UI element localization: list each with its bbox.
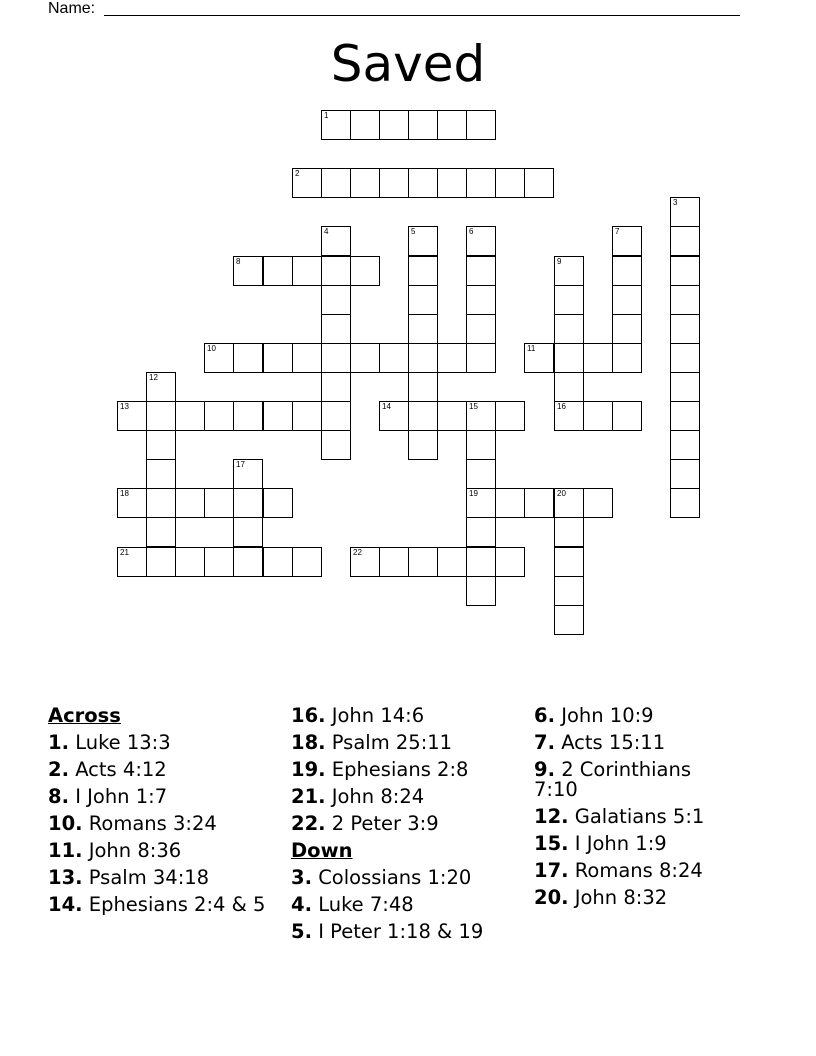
grid-cell[interactable] xyxy=(554,285,584,315)
grid-cell[interactable] xyxy=(350,110,380,140)
grid-cell[interactable] xyxy=(321,226,351,256)
clue-item: 7. Acts 15:11 xyxy=(534,730,666,754)
grid-cell[interactable] xyxy=(524,343,554,373)
grid-cell[interactable] xyxy=(408,256,438,286)
grid-cell[interactable] xyxy=(204,488,234,518)
grid-cell[interactable] xyxy=(583,401,613,431)
grid-cell[interactable] xyxy=(321,430,351,460)
grid-cell[interactable] xyxy=(466,430,496,460)
grid-cell[interactable] xyxy=(466,343,496,373)
grid-cell[interactable] xyxy=(292,168,322,198)
grid-cell[interactable] xyxy=(408,168,438,198)
grid-cell[interactable] xyxy=(437,110,467,140)
grid-cell[interactable] xyxy=(233,517,263,547)
grid-cell[interactable] xyxy=(612,343,642,373)
cell-number: 11 xyxy=(527,344,536,353)
grid-cell[interactable] xyxy=(437,168,467,198)
clue-item: 21. John 8:24 xyxy=(291,784,425,808)
grid-cell[interactable] xyxy=(554,256,584,286)
clue-item: 1. Luke 13:3 xyxy=(48,730,171,754)
grid-cell[interactable] xyxy=(117,547,147,577)
grid-cell[interactable] xyxy=(466,517,496,547)
clue-item: 3. Colossians 1:20 xyxy=(291,865,472,889)
grid-cell[interactable] xyxy=(670,372,700,402)
grid-cell[interactable] xyxy=(408,401,438,431)
grid-cell[interactable] xyxy=(408,110,438,140)
cell-number: 2 xyxy=(295,169,300,178)
grid-cell[interactable] xyxy=(670,488,700,518)
cell-number: 7 xyxy=(615,227,620,236)
clue-item: 20. John 8:32 xyxy=(534,885,668,909)
grid-cell[interactable] xyxy=(146,459,176,489)
cell-number: 13 xyxy=(120,402,129,411)
cell-number: 5 xyxy=(411,227,416,236)
grid-cell[interactable] xyxy=(408,226,438,256)
grid-cell[interactable] xyxy=(408,285,438,315)
clue-item: 2. Acts 4:12 xyxy=(48,757,167,781)
grid-cell[interactable] xyxy=(466,226,496,256)
cell-number: 20 xyxy=(557,489,566,498)
grid-cell[interactable] xyxy=(495,401,525,431)
grid-cell[interactable] xyxy=(495,168,525,198)
cell-number: 8 xyxy=(236,257,241,266)
grid-cell[interactable] xyxy=(612,314,642,344)
grid-cell[interactable] xyxy=(233,401,263,431)
clue-item: 18. Psalm 25:11 xyxy=(291,730,453,754)
grid-cell[interactable] xyxy=(321,372,351,402)
cell-number: 17 xyxy=(236,460,245,469)
grid-cell[interactable] xyxy=(321,343,351,373)
grid-cell[interactable] xyxy=(408,430,438,460)
grid-cell[interactable] xyxy=(204,343,234,373)
grid-cell[interactable] xyxy=(554,401,584,431)
grid-cell[interactable] xyxy=(321,401,351,431)
down-heading: Down xyxy=(291,838,353,862)
clue-item: 14. Ephesians 2:4 & 5 xyxy=(48,892,266,916)
grid-cell[interactable] xyxy=(466,285,496,315)
clue-item: 5. I Peter 1:18 & 19 xyxy=(291,919,484,943)
grid-cell[interactable] xyxy=(292,547,322,577)
grid-cell[interactable] xyxy=(437,343,467,373)
grid-cell[interactable] xyxy=(524,488,554,518)
clue-column-1 xyxy=(48,702,273,918)
cell-number: 14 xyxy=(382,402,391,411)
grid-cell[interactable] xyxy=(321,314,351,344)
grid-cell[interactable] xyxy=(233,256,263,286)
clue-item: 11. John 8:36 xyxy=(48,838,182,862)
grid-cell[interactable] xyxy=(466,459,496,489)
grid-cell[interactable] xyxy=(350,547,380,577)
grid-cell[interactable] xyxy=(612,401,642,431)
grid-cell[interactable] xyxy=(495,547,525,577)
grid-cell[interactable] xyxy=(292,343,322,373)
cell-number: 3 xyxy=(673,198,678,207)
grid-cell[interactable] xyxy=(554,372,584,402)
grid-cell[interactable] xyxy=(554,517,584,547)
grid-cell[interactable] xyxy=(583,343,613,373)
grid-cell[interactable] xyxy=(554,605,584,635)
grid-cell[interactable] xyxy=(495,488,525,518)
cell-number: 4 xyxy=(324,227,329,236)
grid-cell[interactable] xyxy=(670,226,700,256)
grid-cell[interactable] xyxy=(466,314,496,344)
clue-item: 8. I John 1:7 xyxy=(48,784,168,808)
grid-cell[interactable] xyxy=(554,547,584,577)
clue-item: 15. I John 1:9 xyxy=(534,831,667,855)
grid-cell[interactable] xyxy=(146,488,176,518)
grid-cell[interactable] xyxy=(379,110,409,140)
grid-cell[interactable] xyxy=(263,343,293,373)
grid-cell[interactable] xyxy=(321,256,351,286)
grid-cell[interactable] xyxy=(554,343,584,373)
grid-cell[interactable] xyxy=(612,256,642,286)
grid-cell[interactable] xyxy=(466,576,496,606)
grid-cell[interactable] xyxy=(175,401,205,431)
grid-cell[interactable] xyxy=(146,372,176,402)
grid-cell[interactable] xyxy=(175,488,205,518)
cell-number: 21 xyxy=(120,548,129,557)
clue-item: 13. Psalm 34:18 xyxy=(48,865,210,889)
cell-number: 22 xyxy=(353,548,362,557)
grid-cell[interactable] xyxy=(670,401,700,431)
grid-cell[interactable] xyxy=(612,285,642,315)
name-label: Name: xyxy=(48,0,96,17)
grid-cell[interactable] xyxy=(670,459,700,489)
grid-cell[interactable] xyxy=(466,168,496,198)
grid-cell[interactable] xyxy=(175,547,205,577)
grid-cell[interactable] xyxy=(379,343,409,373)
grid-cell[interactable] xyxy=(670,197,700,227)
grid-cell[interactable] xyxy=(233,488,263,518)
grid-cell[interactable] xyxy=(263,547,293,577)
grid-cell[interactable] xyxy=(466,110,496,140)
grid-cell[interactable] xyxy=(292,401,322,431)
grid-cell[interactable] xyxy=(204,547,234,577)
cell-number: 1 xyxy=(324,111,329,120)
grid-cell[interactable] xyxy=(670,256,700,286)
cell-number: 15 xyxy=(469,402,478,411)
clue-item: 9. 2 Corinthians 7:10 xyxy=(534,757,692,801)
clue-item: 6. John 10:9 xyxy=(534,703,654,727)
clue-item: 19. Ephesians 2:8 xyxy=(291,757,469,781)
grid-cell[interactable] xyxy=(233,547,263,577)
clue-item: 17. Romans 8:24 xyxy=(534,858,703,882)
clue-column-2 xyxy=(291,702,526,945)
grid-cell[interactable] xyxy=(466,547,496,577)
grid-cell[interactable] xyxy=(612,226,642,256)
grid-cell[interactable] xyxy=(146,430,176,460)
grid-cell[interactable] xyxy=(466,256,496,286)
grid-cell[interactable] xyxy=(263,488,293,518)
grid-cell[interactable] xyxy=(554,314,584,344)
clue-item: 12. Galatians 5:1 xyxy=(534,804,705,828)
grid-cell[interactable] xyxy=(233,343,263,373)
grid-cell[interactable] xyxy=(379,547,409,577)
cell-number: 9 xyxy=(557,257,562,266)
grid-cell[interactable] xyxy=(554,576,584,606)
grid-cell[interactable] xyxy=(350,343,380,373)
grid-cell[interactable] xyxy=(554,488,584,518)
grid-cell[interactable] xyxy=(233,459,263,489)
grid-cell[interactable] xyxy=(408,343,438,373)
grid-cell[interactable] xyxy=(670,285,700,315)
grid-cell[interactable] xyxy=(670,343,700,373)
grid-cell[interactable] xyxy=(524,168,554,198)
grid-cell[interactable] xyxy=(117,488,147,518)
grid-cell[interactable] xyxy=(379,168,409,198)
grid-cell[interactable] xyxy=(437,401,467,431)
grid-cell[interactable] xyxy=(292,256,322,286)
grid-cell[interactable] xyxy=(350,168,380,198)
clue-item: 16. John 14:6 xyxy=(291,703,425,727)
grid-cell[interactable] xyxy=(350,256,380,286)
cell-number: 6 xyxy=(469,227,474,236)
grid-cell[interactable] xyxy=(408,547,438,577)
clue-item: 10. Romans 3:24 xyxy=(48,811,217,835)
clue-item: 4. Luke 7:48 xyxy=(291,892,414,916)
grid-cell[interactable] xyxy=(321,110,351,140)
across-heading: Across xyxy=(48,703,121,727)
grid-cell[interactable] xyxy=(437,547,467,577)
grid-cell[interactable] xyxy=(321,168,351,198)
grid-cell[interactable] xyxy=(670,314,700,344)
grid-cell[interactable] xyxy=(466,401,496,431)
page-title: Saved xyxy=(330,35,486,93)
cell-number: 16 xyxy=(557,402,566,411)
cell-number: 19 xyxy=(469,489,478,498)
grid-cell[interactable] xyxy=(670,430,700,460)
cell-number: 18 xyxy=(120,489,129,498)
grid-cell[interactable] xyxy=(263,401,293,431)
clue-column-3 xyxy=(534,702,734,911)
grid-cell[interactable] xyxy=(466,488,496,518)
grid-cell[interactable] xyxy=(379,401,409,431)
grid-cell[interactable] xyxy=(146,547,176,577)
clue-item: 22. 2 Peter 3:9 xyxy=(291,811,439,835)
grid-cell[interactable] xyxy=(321,285,351,315)
grid-cell[interactable] xyxy=(408,314,438,344)
grid-cell[interactable] xyxy=(117,401,147,431)
grid-cell[interactable] xyxy=(408,372,438,402)
grid-cell[interactable] xyxy=(263,256,293,286)
cell-number: 10 xyxy=(207,344,216,353)
cell-number: 12 xyxy=(149,373,158,382)
grid-cell[interactable] xyxy=(583,488,613,518)
grid-cell[interactable] xyxy=(146,517,176,547)
grid-cell[interactable] xyxy=(204,401,234,431)
grid-cell[interactable] xyxy=(146,401,176,431)
